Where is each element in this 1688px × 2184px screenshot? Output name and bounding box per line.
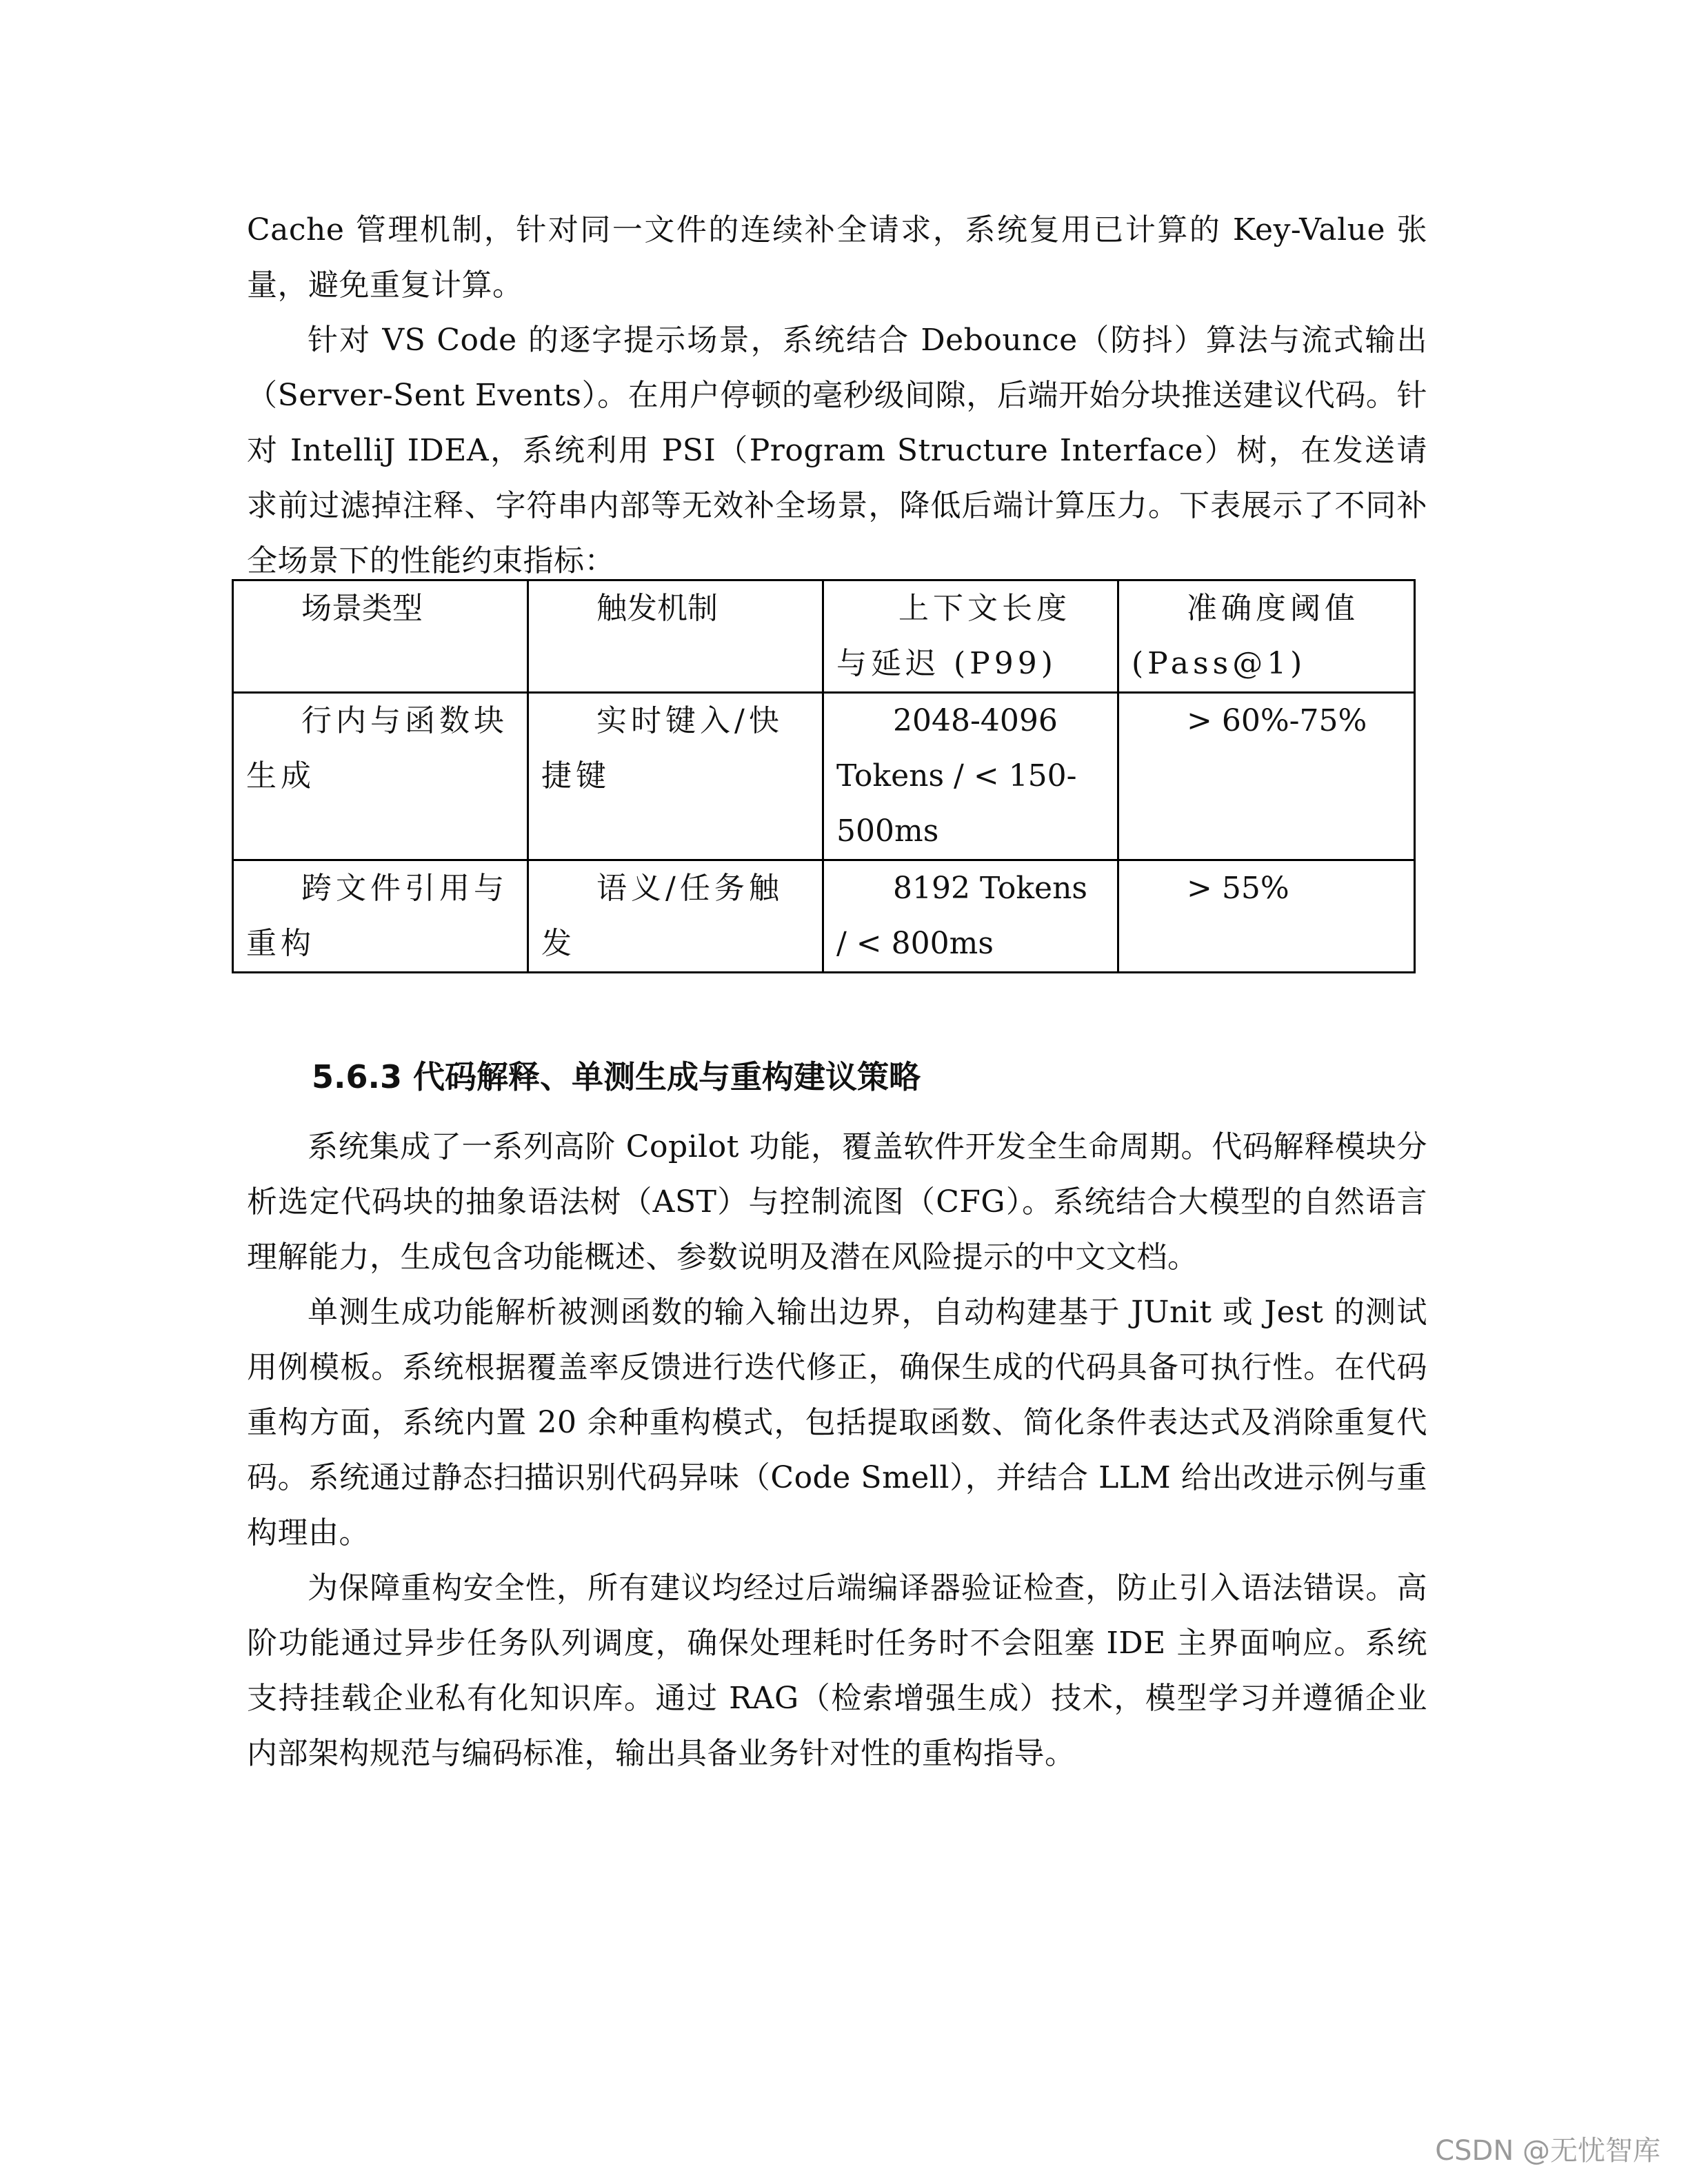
table-row xyxy=(233,693,1415,860)
table-row xyxy=(233,860,1415,973)
paragraph-vscode-intellij: 针对 VS Code 的逐字提示场景，系统结合 Debounce（防抖）算法与流式输出（Server-Sent Events）。在用户停顿的毫秒级间隙，后端开始分块推送建议代码。针对 IntelliJ IDEA，系统利用 PSI（Program Structure Interface）树，在发送请求前过滤掉注释、字符串内部等无效补全场景，降低后端计算压力。下表展示了不同补全场景下的性能约束指标： xyxy=(247,323,1427,578)
table-cell: 语义/任务触发 xyxy=(528,860,823,973)
table-header-cell: 场景类型 xyxy=(233,580,528,693)
table-cell: > 55% xyxy=(1118,860,1415,973)
paragraph-copilot-features: 系统集成了一系列高阶 Copilot 功能，覆盖软件开发全生命周期。代码解释模块分析选定代码块的抽象语法树（AST）与控制流图（CFG）。系统结合大模型的自然语言理解能力，生成包含功能概述、参数说明及潜在风险提示的中文文档。 xyxy=(247,1129,1427,1275)
table-cell: 实时键入/快捷键 xyxy=(528,693,823,860)
table-header-cell: 准确度阈值 (Pass@1) xyxy=(1118,580,1415,693)
paragraph-refactor-safety: 为保障重构安全性，所有建议均经过后端编译器验证检查，防止引入语法错误。高阶功能通过异步任务队列调度，确保处理耗时任务时不会阻塞 IDE 主界面响应。系统支持挂载企业私有化知识库。通过 RAG（检索增强生成）技术，模型学习并遵循企业内部架构规范与编码标准，输出具备业务针对性的重构指导。 xyxy=(247,1570,1427,1771)
table-cell: 8192 Tokens / < 800ms xyxy=(823,860,1118,973)
table-header-row xyxy=(233,580,1415,693)
watermark: CSDN @无忧智库 xyxy=(1435,2135,1660,2167)
table-cell: > 60%-75% xyxy=(1118,693,1415,860)
paragraph-unit-test-refactor: 单测生成功能解析被测函数的输入输出边界，自动构建基于 JUnit 或 Jest 的测试用例模板。系统根据覆盖率反馈进行迭代修正，确保生成的代码具备可执行性。在代码重构方面，系统内置 20 余种重构模式，包括提取函数、简化条件表达式及消除重复代码。系统通过静态扫描识别代码异味（Code Smell），并结合 LLM 给出改进示例与重构理由。 xyxy=(247,1295,1427,1550)
section-heading: 5.6.3 代码解释、单测生成与重构建议策略 xyxy=(312,1058,921,1095)
table-header-cell: 触发机制 xyxy=(528,580,823,693)
table-header-cell: 上下文长度与延迟 (P99) xyxy=(823,580,1118,693)
table-cell: 跨文件引用与重构 xyxy=(233,860,528,973)
table-cell: 行内与函数块生成 xyxy=(233,693,528,860)
paragraph-kv-cache: Cache 管理机制，针对同一文件的连续补全请求，系统复用已计算的 Key-Value 张量，避免重复计算。 xyxy=(247,212,1427,303)
table-cell: 2048-4096 Tokens / < 150-500ms xyxy=(823,693,1118,860)
performance-table xyxy=(232,579,1416,973)
